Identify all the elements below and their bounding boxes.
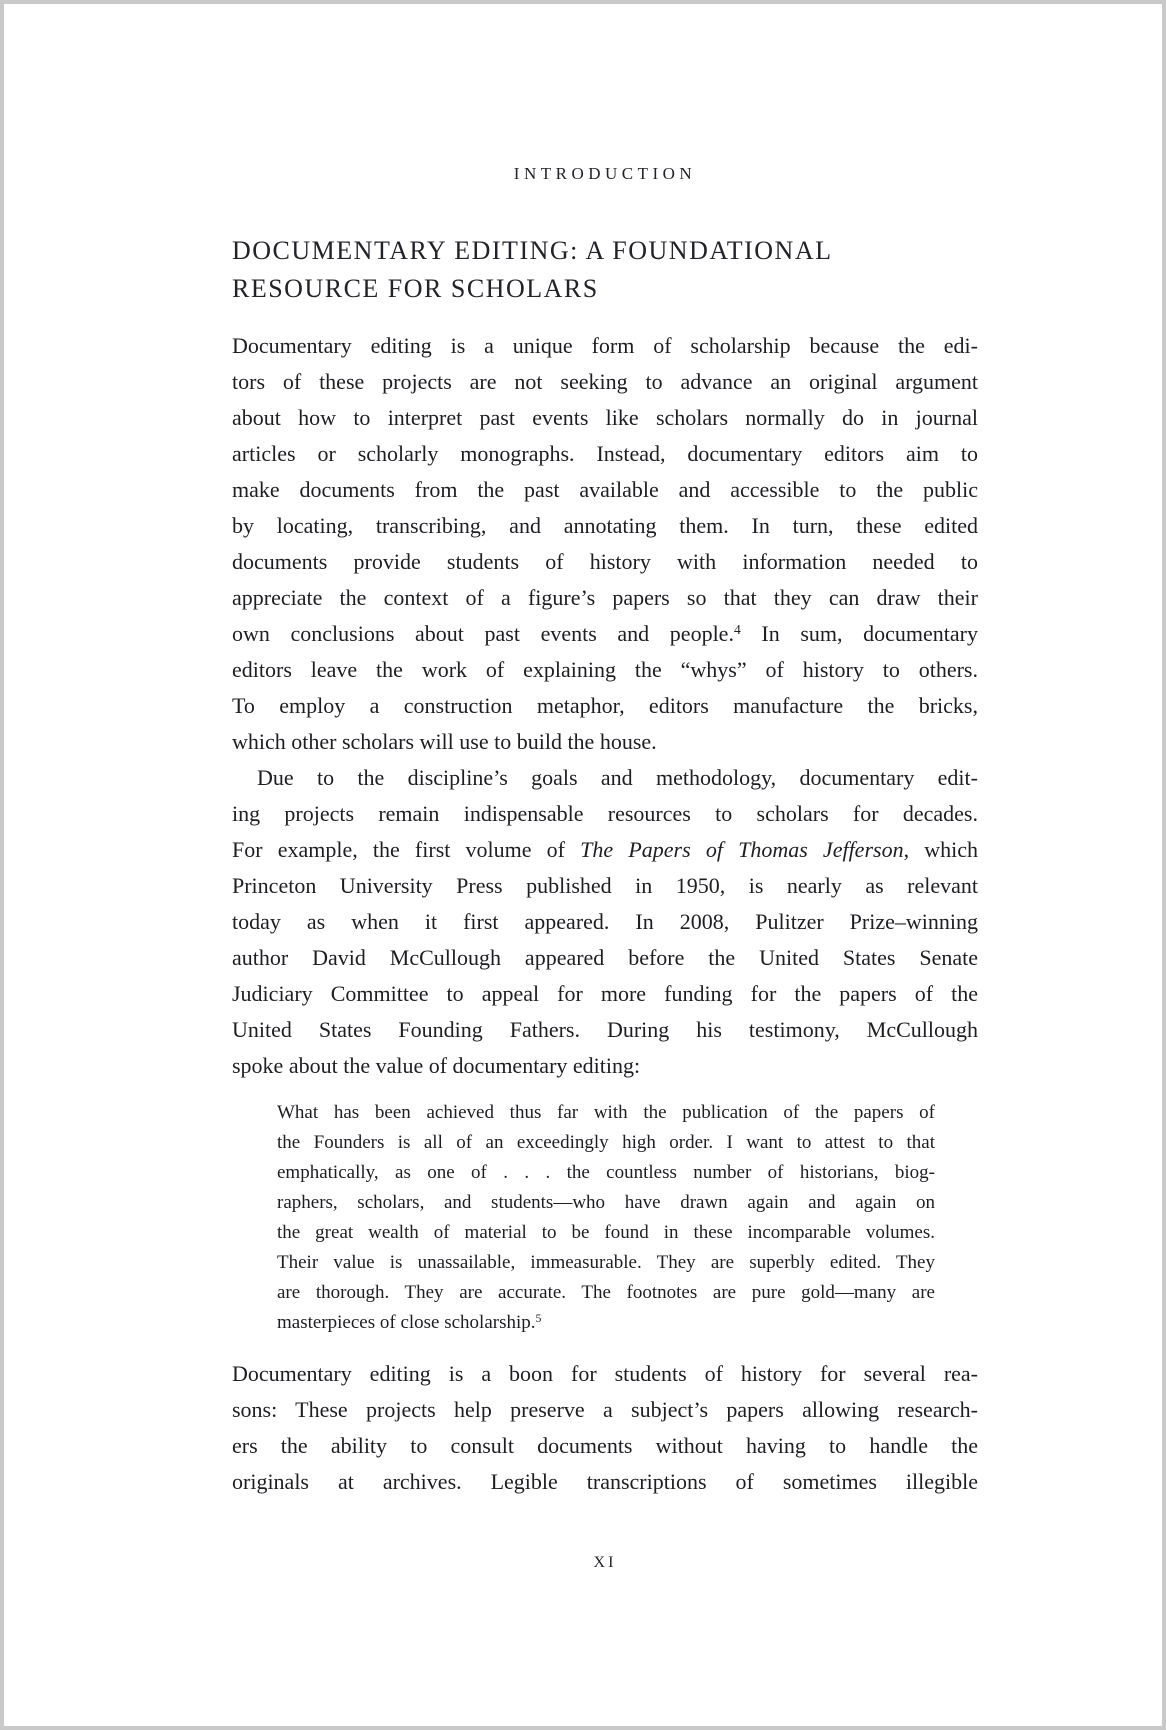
text-segment: are thorough. They are accurate. The footnotes are pure gold—many are <box>277 1282 935 1303</box>
section-title-line-2: RESOURCE FOR SCHOLARS <box>232 274 599 303</box>
text-line <box>232 796 978 832</box>
block-quote <box>277 1098 935 1338</box>
text-line <box>232 940 978 976</box>
text-line <box>232 724 978 760</box>
text-body <box>232 328 978 1500</box>
text-segment: by locating, transcribing, and annotating them. In turn, these edited <box>232 513 978 538</box>
text-line <box>232 1464 978 1500</box>
text-segment: editors leave the work of explaining the “whys” of history to others. <box>232 657 978 682</box>
text-line <box>232 868 978 904</box>
text-segment: documents provide students of history with information needed to <box>232 549 978 574</box>
text-line <box>232 652 978 688</box>
text-segment: United States Founding Fathers. During his testimony, McCullough <box>232 1017 978 1042</box>
text-segment: To employ a construction metaphor, editors manufacture the bricks, <box>232 693 978 718</box>
text-line <box>232 976 978 1012</box>
text-segment: own conclusions about past events and people. <box>232 621 734 646</box>
text-segment: Documentary editing is a boon for students of history for several rea- <box>232 1361 978 1386</box>
text-line <box>232 544 978 580</box>
book-title-italic: The Papers of Thomas Jefferson <box>580 837 904 862</box>
text-segment: raphers, scholars, and students—who have drawn again and again on <box>277 1192 935 1213</box>
text-line <box>232 508 978 544</box>
text-line <box>232 328 978 364</box>
text-line <box>277 1188 935 1218</box>
text-line <box>232 364 978 400</box>
text-line <box>277 1218 935 1248</box>
text-line <box>232 832 978 868</box>
text-line <box>232 1012 978 1048</box>
text-line <box>277 1278 935 1308</box>
text-line <box>232 1392 978 1428</box>
footnote-marker: 5 <box>535 1311 542 1325</box>
text-segment: make documents from the past available and accessible to the public <box>232 477 978 502</box>
section-title <box>232 232 978 308</box>
text-line <box>232 580 978 616</box>
text-segment: Documentary editing is a unique form of scholarship because the edi- <box>232 333 978 358</box>
text-segment: Judiciary Committee to appeal for more funding for the papers of the <box>232 981 978 1006</box>
paragraph <box>232 328 978 760</box>
page-content <box>232 162 978 1574</box>
text-segment: ers the ability to consult documents without having to handle the <box>232 1433 978 1458</box>
text-segment: tors of these projects are not seeking to advance an original argument <box>232 369 978 394</box>
text-line <box>232 472 978 508</box>
page-number: XI <box>593 1554 617 1571</box>
text-line <box>232 760 978 796</box>
text-segment: Due to the discipline’s goals and methodology, documentary edit- <box>257 765 978 790</box>
text-line <box>232 616 978 652</box>
text-segment: the Founders is all of an exceedingly high order. I want to attest to that <box>277 1132 935 1153</box>
text-segment: For example, the first volume of <box>232 837 581 862</box>
text-line <box>232 1048 978 1084</box>
text-segment: ing projects remain indispensable resources to scholars for decades. <box>232 801 978 826</box>
text-segment: Their value is unassailable, immeasurable. They are superbly edited. They <box>277 1252 935 1273</box>
text-line <box>232 436 978 472</box>
text-segment: the great wealth of material to be found in these incomparable volumes. <box>277 1222 935 1243</box>
text-segment: today as when it first appeared. In 2008, Pulitzer Prize–winning <box>232 909 978 934</box>
running-head: INTRODUCTION <box>513 164 697 183</box>
text-line <box>232 1356 978 1392</box>
text-line <box>232 1428 978 1464</box>
text-line <box>232 400 978 436</box>
text-segment: What has been achieved thus far with the publication of the papers of <box>277 1102 935 1123</box>
text-line <box>232 904 978 940</box>
text-line <box>277 1248 935 1278</box>
text-segment: , which <box>903 837 979 862</box>
text-segment: originals at archives. Legible transcriptions of sometimes illegible <box>232 1469 978 1494</box>
text-line <box>277 1098 935 1128</box>
text-segment: which other scholars will use to build the house. <box>232 729 657 754</box>
paragraph <box>232 760 978 1084</box>
text-segment: Princeton University Press published in 1950, is nearly as relevant <box>232 873 978 898</box>
text-segment: emphatically, as one of . . . the countless number of historians, biog- <box>277 1162 935 1183</box>
text-segment: masterpieces of close scholarship. <box>277 1312 536 1333</box>
footnote-marker: 4 <box>733 621 741 637</box>
text-line <box>277 1158 935 1188</box>
text-line <box>277 1308 935 1338</box>
text-segment: about how to interpret past events like scholars normally do in journal <box>232 405 978 430</box>
paragraph <box>232 1356 978 1500</box>
text-segment: articles or scholarly monographs. Instead, documentary editors aim to <box>232 441 978 466</box>
text-line <box>277 1128 935 1158</box>
text-segment: author David McCullough appeared before the United States Senate <box>232 945 978 970</box>
text-segment: In sum, documentary <box>740 621 978 646</box>
text-line <box>232 688 978 724</box>
text-segment: appreciate the context of a figure’s papers so that they can draw their <box>232 585 978 610</box>
text-segment: spoke about the value of documentary editing: <box>232 1053 641 1078</box>
section-title-line-1: DOCUMENTARY EDITING: A FOUNDATIONAL <box>232 236 833 265</box>
text-segment: sons: These projects help preserve a subject’s papers allowing research- <box>232 1397 978 1422</box>
